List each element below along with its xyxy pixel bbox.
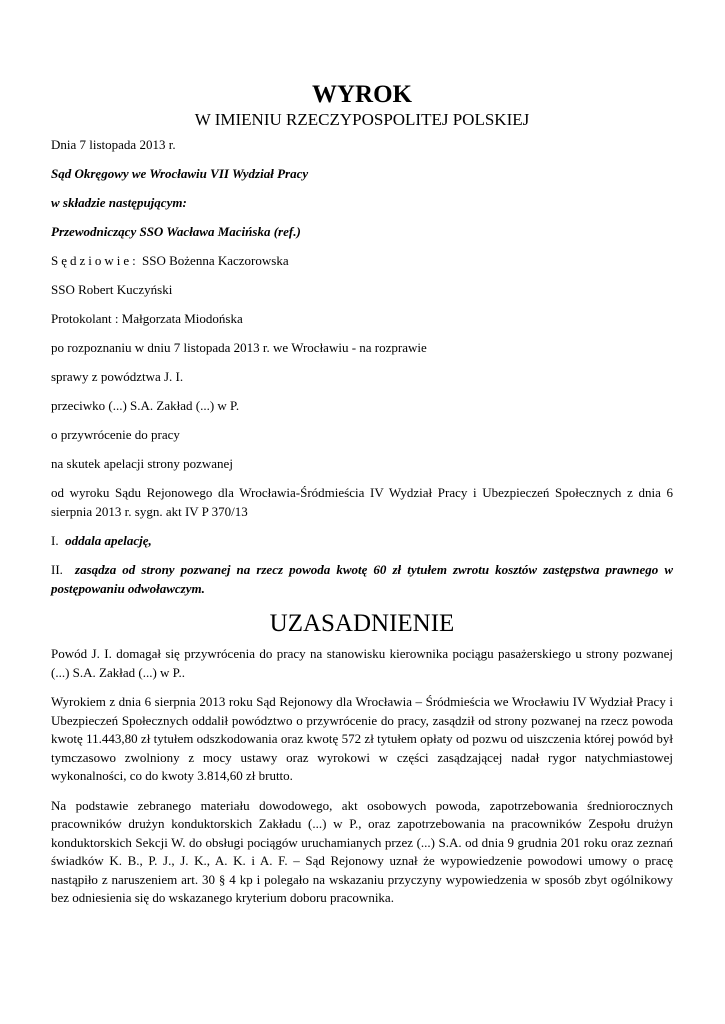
point-1-number: I.	[51, 533, 59, 548]
appeal-info: na skutek apelacji strony pozwanej	[51, 456, 233, 471]
document-subtitle: W IMIENIU RZECZYPOSPOLITEJ POLSKIEJ	[194, 110, 530, 129]
justification-paragraph: Powód J. I. domagał się przywrócenia do pracy na stanowisku kierownika pociągu pasażerskiego u strony pozwanej (...) S.A. Zakład (...) w P..	[51, 646, 673, 680]
case-subject: o przywrócenie do pracy	[51, 427, 180, 442]
justification-heading: UZASADNIENIE	[269, 610, 455, 637]
justification-paragraph: Na podstawie zebranego materiału dowodowego, akt osobowych powoda, zapotrzebowania średniorocznych pracowników drużyn konduktorskich Zakładu (...) w P., oraz zapotrzebowania na pracowników Zespołu drużyn konduktorskich Sekcji W. do obsługi pociągów uruchamianych przez (...) S.A. od dnia 9 grudnia 201 roku oraz zeznań świadków K. B., P. J., J. K., A. K. i A. F. – Sąd Rejonowy uznał że wypowiedzenie powodowi umowy o pracę nastąpiło z naruszeniem art. 30 § 4 kp i polegało na wskazaniu przyczyny wypowiedzenia w sposób zbyt ogólnikowy bez odniesienia się do wskazanego kryterium doboru pracownika.	[51, 797, 673, 905]
judges-line	[51, 252, 673, 270]
case-defendant: przeciwko (...) S.A. Zakład (...) w P.	[51, 398, 240, 413]
point-1-text: oddala apelację,	[65, 533, 152, 548]
hearing-info: po rozpoznaniu w dniu 7 listopada 2013 r. we Wrocławiu - na rozprawie	[51, 340, 427, 355]
chair-judge: Przewodniczący SSO Wacława Macińska (ref.)	[51, 224, 301, 239]
clerk: Protokolant : Małgorzata Miodońska	[51, 311, 243, 326]
judge-2: SSO Robert Kuczyński	[51, 282, 173, 297]
point-2-text: zasądza od strony pozwanej na rzecz powoda kwotę 60 zł tytułem zwrotu kosztów zastępstwa prawnego w postępowaniu odwoławczym.	[51, 562, 673, 596]
document-page	[51, 80, 673, 919]
ruling-point-2	[51, 561, 673, 598]
court-name: Sąd Okręgowy we Wrocławiu VII Wydział Pracy	[51, 166, 309, 181]
verdict-date: Dnia 7 listopada 2013 r.	[51, 137, 176, 152]
judge-1: SSO Bożenna Kaczorowska	[142, 253, 289, 268]
composition-label: w składzie następującym:	[51, 195, 187, 210]
point-2-number: II.	[51, 562, 63, 577]
document-title: WYROK	[312, 81, 412, 108]
case-plaintiff: sprawy z powództwa J. I.	[51, 369, 184, 384]
appealed-judgment: od wyroku Sądu Rejonowego dla Wrocławia-Śródmieścia IV Wydział Pracy i Ubezpieczeń Społecznych z dnia 6 sierpnia 2013 r. sygn. akt IV P 370/13	[51, 485, 673, 519]
ruling-point-1	[51, 532, 673, 550]
justification-paragraph: Wyrokiem z dnia 6 sierpnia 2013 roku Sąd Rejonowy dla Wrocławia – Śródmieścia we Wrocławiu IV Wydział Pracy i Ubezpieczeń Społecznych oddalił powództwo o przywrócenie do pracy, zasądził od strony pozwanej na rzecz powoda kwotę 11.443,80 zł tytułem odszkodowania oraz kwotę 572 zł tytułem opłaty od pozwu od uiszczenia której powód był tymczasowo zwolniony z mocy ustawy oraz wyrokowi w części zasądzającej nadał rygor natychmiastowej wykonalności, co do kwoty 3.814,60 zł brutto.	[51, 694, 673, 783]
judges-label: Sędziowie:	[51, 253, 139, 268]
